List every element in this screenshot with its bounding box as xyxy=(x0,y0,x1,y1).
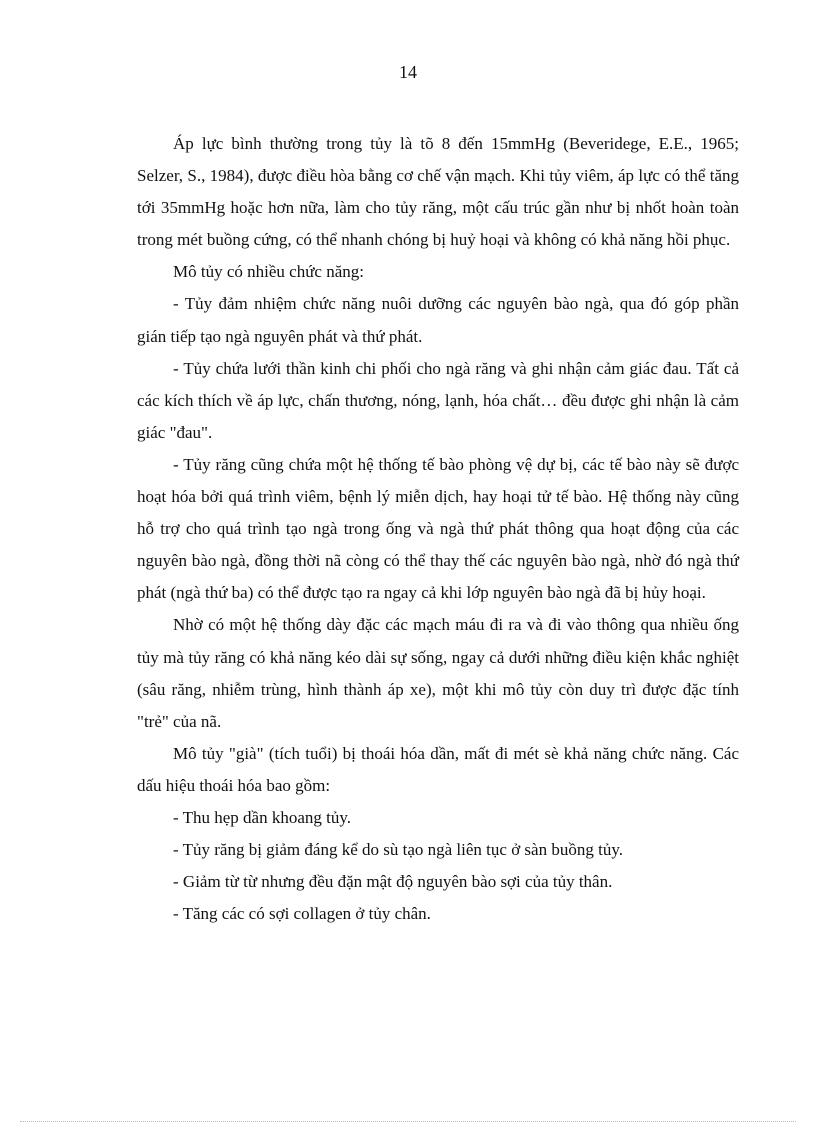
list-item-reduction: - Tủy răng bị giảm đáng kể do sù tạo ngà liên tục ở sàn buồng tủy. xyxy=(173,840,623,860)
paragraph-aging-pulp: Mô tủy "già" (tích tuổi) bị thoái hóa dần, mất đi mét sè khả năng chức năng. Các dấu hiệu thoái hóa bao gồm: xyxy=(137,743,739,795)
list-item-narrowing: - Thu hẹp dần khoang tủy. xyxy=(173,807,351,827)
list-item-nutrition: - Tủy đảm nhiệm chức năng nuôi dưỡng các nguyên bào ngà, qua đó góp phần gián tiếp tạo ngà nguyên phát và thứ phát. xyxy=(137,294,739,346)
page-bottom-divider xyxy=(20,1121,796,1122)
document-body xyxy=(137,128,739,930)
list-item-nerve-network: - Tủy chứa lưới thần kinh chi phối cho ngà răng và ghi nhận cảm giác đau. Tất cả các kích thích về áp lực, chấn thương, nóng, lạnh, hóa chất… đều được ghi nhận là cảm giác "đau". xyxy=(137,358,739,442)
paragraph-blood-vessels: Nhờ có một hệ thống dày đặc các mạch máu đi ra và đi vào thông qua nhiều ống tủy mà tủy răng có khả năng kéo dài sự sống, ngay cả dưới những điều kiện khắc nghiệt (sâu răng, nhiễm trùng, hình thành áp xe), một khi mô tủy còn duy trì được đặc tính "trẻ" của nã. xyxy=(137,615,739,731)
list-item-defense-cells: - Tủy răng cũng chứa một hệ thống tế bào phòng vệ dự bị, các tế bào này sẽ được hoạt hóa bởi quá trình viêm, bệnh lý miễn dịch, hay hoại tử tế bào. Hệ thống này cũng hỗ trợ cho quá trình tạo ngà trong ống và ngà thứ phát thông qua hoạt động của các nguyên bào ngà, đồng thời nã còng có thể thay thế các nguyên bào ngà, nhờ đó ngà thứ phát (ngà thứ ba) có thể được tạo ra ngay cả khi lớp nguyên bào ngà đã bị hủy hoại. xyxy=(137,454,739,603)
page-number: 14 xyxy=(399,62,417,82)
paragraph-pulp-pressure: Áp lực bình thường trong tủy là tõ 8 đến 15mmHg (Beveridege, E.E., 1965; Selzer, S., 1984), được điều hòa bằng cơ chế vận mạch. Khi tủy viêm, áp lực có thể tăng tới 35mmHg hoặc hơn nữa, làm cho tủy răng, một cấu trúc gần như bị nhốt hoàn toàn trong mét buồng cứng, có thể nhanh chóng bị huỷ hoại và không có khả năng hồi phục. xyxy=(137,134,739,250)
list-item-collagen: - Tăng các có sợi collagen ở tủy chân. xyxy=(173,904,431,924)
list-item-fibroblast-density: - Giảm từ từ nhưng đều đặn mật độ nguyên bào sợi của tủy thân. xyxy=(173,872,613,892)
paragraph-pulp-functions-intro: Mô tủy có nhiều chức năng: xyxy=(173,262,364,282)
